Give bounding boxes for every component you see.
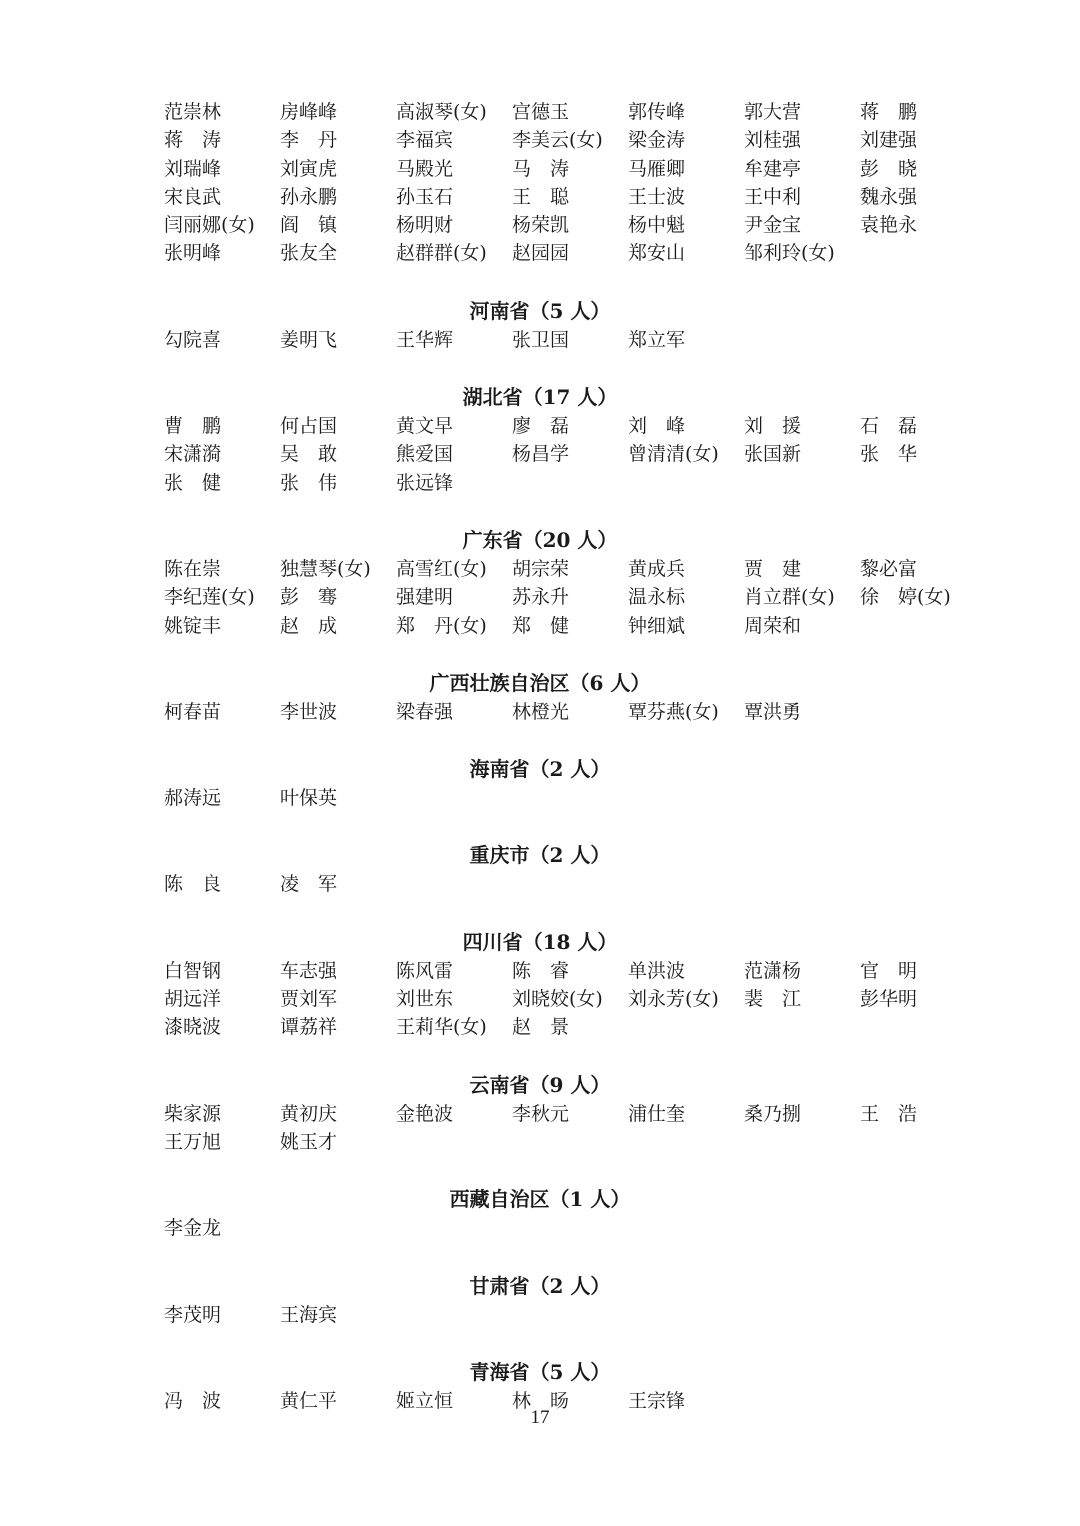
name-row <box>164 412 944 440</box>
person-name: 王 聪 <box>512 185 570 208</box>
person-name: 梁春强 <box>396 700 454 723</box>
province-sections <box>164 297 951 1415</box>
province-heading: 广东省（20 人） <box>462 527 618 552</box>
person-name: 单洪波 <box>628 959 686 982</box>
name-row <box>164 1214 944 1242</box>
person-name: 赵群群(女) <box>396 242 487 265</box>
person-name: 林 旸 <box>512 1389 570 1412</box>
person-name: 柯春苗 <box>164 700 222 723</box>
person-name: 张 华 <box>860 443 918 466</box>
person-name: 王华辉 <box>396 328 454 351</box>
person-name: 李纪莲(女) <box>164 586 255 609</box>
name-row <box>164 1100 944 1128</box>
person-name: 叶保英 <box>280 787 338 810</box>
person-name: 王莉华(女) <box>396 1016 487 1039</box>
person-name: 马殿光 <box>396 157 454 180</box>
person-name: 杨中魁 <box>628 214 686 237</box>
name-row <box>164 612 944 640</box>
name-row <box>164 183 944 211</box>
person-name: 郑 丹(女) <box>396 614 487 637</box>
province-section <box>164 669 944 726</box>
name-row <box>164 239 944 267</box>
person-name: 刘瑞峰 <box>164 157 222 180</box>
person-name: 王宗锋 <box>628 1389 686 1412</box>
person-name: 黎必富 <box>860 557 918 580</box>
person-name: 彭华明 <box>860 988 918 1011</box>
person-name: 陈在崇 <box>164 557 222 580</box>
person-name: 郭大营 <box>744 101 802 123</box>
person-name: 温永标 <box>628 586 686 609</box>
person-name: 刘 峰 <box>628 415 686 438</box>
person-name: 赵园园 <box>512 242 570 265</box>
person-name: 郭传峰 <box>628 101 686 123</box>
person-name: 张 健 <box>164 471 222 494</box>
person-name: 曹 鹏 <box>164 415 222 438</box>
person-name: 林橙光 <box>512 700 570 723</box>
person-name: 裴 江 <box>744 988 802 1011</box>
province-heading: 海南省（2 人） <box>469 757 611 782</box>
person-name: 黄文早 <box>396 415 454 438</box>
person-name: 张远锋 <box>396 471 454 494</box>
province-heading: 四川省（18 人） <box>462 929 618 954</box>
person-name: 房峰峰 <box>280 101 338 123</box>
name-row <box>164 1301 944 1329</box>
province-heading: 青海省（5 人） <box>469 1359 611 1384</box>
name-row <box>164 98 944 126</box>
person-name: 谭荔祥 <box>280 1016 338 1039</box>
name-row <box>164 784 944 812</box>
person-name: 黄仁平 <box>280 1389 338 1412</box>
person-name: 马 涛 <box>512 157 570 180</box>
person-name: 尹金宝 <box>744 214 802 237</box>
person-name: 覃洪勇 <box>744 700 802 723</box>
person-name: 强建明 <box>396 586 454 609</box>
name-row <box>164 1128 944 1156</box>
person-name: 闫丽娜(女) <box>164 214 255 237</box>
name-row <box>164 326 944 354</box>
person-name: 陈 良 <box>164 873 222 896</box>
person-name: 刘寅虎 <box>280 157 338 180</box>
person-name: 梁金涛 <box>628 129 686 152</box>
name-row <box>164 985 944 1013</box>
person-name: 范崇林 <box>164 101 222 123</box>
province-section <box>164 755 944 812</box>
person-name: 肖立群(女) <box>744 586 835 609</box>
person-name: 张友全 <box>280 242 338 265</box>
person-name: 赵 景 <box>512 1016 570 1039</box>
person-name: 王万旭 <box>164 1130 222 1153</box>
name-row <box>164 1013 944 1041</box>
province-heading: 湖北省（17 人） <box>462 385 618 410</box>
person-name: 张卫国 <box>512 328 570 351</box>
person-name: 金艳波 <box>396 1102 454 1125</box>
person-name: 宋良武 <box>164 185 222 208</box>
person-name: 孙玉石 <box>396 185 454 208</box>
person-name: 姚玉才 <box>280 1130 338 1153</box>
person-name: 宫德玉 <box>512 101 570 123</box>
person-name: 胡远洋 <box>164 988 222 1011</box>
person-name: 黄成兵 <box>628 557 686 580</box>
person-name: 陈风雷 <box>396 959 454 982</box>
person-name: 刘建强 <box>860 129 918 152</box>
person-name: 宋潇漪 <box>164 443 222 466</box>
person-name: 周荣和 <box>744 614 802 637</box>
person-name: 勾院喜 <box>164 328 222 351</box>
person-name: 吴 敢 <box>280 443 338 466</box>
person-name: 姜明飞 <box>280 328 338 351</box>
person-name: 刘晓姣(女) <box>512 988 603 1011</box>
person-name: 阎 镇 <box>280 214 338 237</box>
province-heading: 重庆市（2 人） <box>469 843 611 868</box>
person-name: 王中利 <box>744 185 802 208</box>
person-name: 柴家源 <box>164 1102 222 1125</box>
person-name: 杨荣凯 <box>512 214 570 237</box>
person-name: 官 明 <box>860 959 918 982</box>
person-name: 蒋 鹏 <box>860 101 918 123</box>
name-row <box>164 555 944 583</box>
person-name: 李福宾 <box>396 129 454 152</box>
person-name: 邹利玲(女) <box>744 242 835 265</box>
person-name: 李秋元 <box>512 1102 570 1125</box>
person-name: 曾清清(女) <box>628 443 719 466</box>
person-name: 钟细斌 <box>628 614 686 637</box>
person-name: 蒋 涛 <box>164 129 222 152</box>
name-row <box>164 957 944 985</box>
province-heading: 河南省（5 人） <box>469 298 611 323</box>
person-name: 赵 成 <box>280 614 338 637</box>
province-section <box>164 1272 944 1329</box>
person-name: 张明峰 <box>164 242 222 265</box>
person-name: 白智钢 <box>164 959 222 982</box>
person-name: 黄初庆 <box>280 1102 338 1125</box>
person-name: 徐 婷(女) <box>860 586 951 609</box>
person-name: 牟建亭 <box>744 157 802 180</box>
person-name: 杨明财 <box>396 214 454 237</box>
person-name: 李 丹 <box>280 129 338 152</box>
name-row <box>164 126 944 154</box>
person-name: 苏永升 <box>512 586 570 609</box>
person-name: 姚锭丰 <box>164 614 222 637</box>
province-section <box>164 526 951 640</box>
person-name: 陈 睿 <box>512 959 570 982</box>
person-name: 王士波 <box>628 185 686 208</box>
person-name: 石 磊 <box>860 415 918 438</box>
person-name: 李美云(女) <box>512 129 603 152</box>
person-name: 张国新 <box>744 443 802 466</box>
person-name: 高雪红(女) <box>396 557 487 580</box>
person-name: 彭 晓 <box>860 157 918 180</box>
name-row <box>164 583 951 611</box>
person-name: 刘永芳(女) <box>628 988 719 1011</box>
name-row <box>164 698 944 726</box>
person-name: 李世波 <box>280 700 338 723</box>
province-heading: 广西壮族自治区（6 人） <box>429 670 651 695</box>
person-name: 刘世东 <box>396 988 454 1011</box>
name-row <box>164 440 944 468</box>
person-name: 孙永鹏 <box>280 185 338 208</box>
person-name: 王 浩 <box>860 1102 918 1125</box>
person-name: 车志强 <box>280 959 338 982</box>
person-name: 胡宗荣 <box>512 557 570 580</box>
province-heading: 云南省（9 人） <box>469 1072 611 1097</box>
person-name: 刘 援 <box>744 415 802 438</box>
person-name: 彭 骞 <box>280 586 338 609</box>
person-name: 何占国 <box>280 415 338 438</box>
person-name: 熊爱国 <box>396 443 454 466</box>
person-name: 廖 磊 <box>512 415 570 438</box>
person-name: 刘桂强 <box>744 129 802 152</box>
person-name: 桑乃捌 <box>744 1102 802 1125</box>
name-row <box>164 211 944 239</box>
province-section <box>164 928 944 1042</box>
person-name: 姬立恒 <box>396 1389 454 1412</box>
person-name: 王海宾 <box>280 1303 338 1326</box>
name-list-page <box>164 98 951 1415</box>
person-name: 覃芬燕(女) <box>628 700 719 723</box>
name-row <box>164 870 944 898</box>
person-name: 郑安山 <box>628 242 686 265</box>
person-name: 郝涛远 <box>164 787 222 810</box>
person-name: 袁艳永 <box>860 214 918 237</box>
province-section <box>164 1071 944 1157</box>
name-row <box>164 155 944 183</box>
person-name: 浦仕奎 <box>628 1102 686 1125</box>
province-section <box>164 841 944 898</box>
province-heading: 西藏自治区（1 人） <box>449 1187 631 1212</box>
person-name: 独慧琴(女) <box>280 557 371 580</box>
name-row <box>164 469 944 497</box>
person-name: 贾 建 <box>744 557 802 580</box>
person-name: 郑 健 <box>512 614 570 637</box>
person-name: 杨昌学 <box>512 443 570 466</box>
person-name: 李金龙 <box>164 1217 222 1240</box>
province-heading: 甘肃省（2 人） <box>469 1273 611 1298</box>
person-name: 魏永强 <box>860 185 918 208</box>
person-name: 凌 军 <box>280 873 338 896</box>
person-name: 贾刘军 <box>280 988 338 1011</box>
province-section <box>164 1185 944 1242</box>
province-section <box>164 297 944 354</box>
province-section <box>164 383 944 497</box>
person-name: 张 伟 <box>280 471 338 494</box>
continued-name-list <box>164 98 944 268</box>
page-number: 17 <box>530 1407 550 1428</box>
person-name: 范潇杨 <box>744 959 802 982</box>
person-name: 郑立军 <box>628 328 686 351</box>
person-name: 李茂明 <box>164 1303 222 1326</box>
person-name: 高淑琴(女) <box>396 101 487 123</box>
person-name: 冯 波 <box>164 1389 222 1412</box>
person-name: 漆晓波 <box>164 1016 222 1039</box>
person-name: 马雁卿 <box>628 157 686 180</box>
